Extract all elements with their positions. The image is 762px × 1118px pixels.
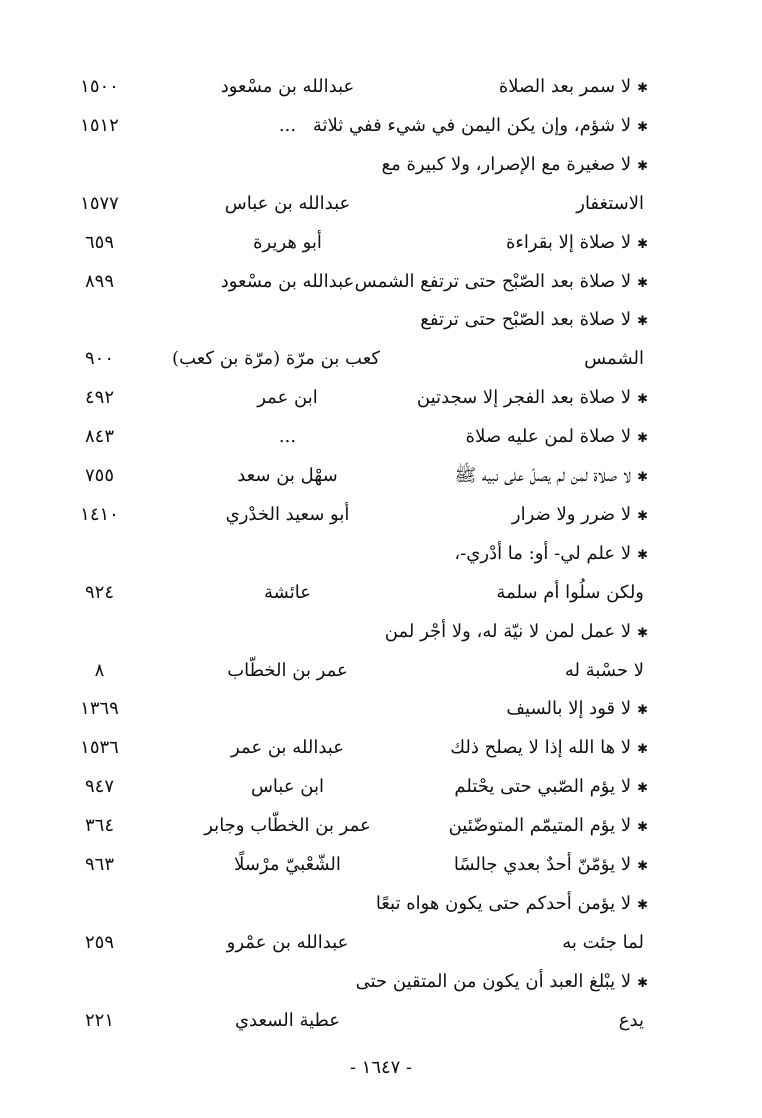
- index-row: [0, 769, 762, 807]
- hadith-text: [348, 380, 648, 418]
- hadith-text-continuation: [344, 341, 644, 377]
- asterisk-icon: ✱: [637, 158, 648, 174]
- narrator: عمر بن الخطّاب وجابر: [204, 815, 371, 837]
- hadith-text-value: لا صلاة إلا بقراءة: [505, 231, 632, 253]
- hadith-text: [348, 691, 648, 729]
- index-row: [0, 225, 762, 263]
- index-row: [0, 497, 762, 535]
- hadith-text: [348, 264, 648, 302]
- hadith-number: ١٥١٢: [80, 114, 119, 136]
- hadith-text-value: لا صلاة بعد الصّبْح حتى ترتفع: [420, 309, 632, 331]
- hadith-number: ١٥٣٦: [80, 737, 119, 759]
- hadith-text: [348, 886, 648, 924]
- asterisk-icon: ✱: [637, 392, 648, 408]
- hadith-text: [348, 419, 648, 457]
- asterisk-icon: ✱: [637, 431, 648, 447]
- hadith-text-value: لا قود إلا بالسيف: [506, 698, 632, 720]
- narrator: عبدالله بن عباس: [224, 192, 351, 214]
- hadith-number: ٩٠٠: [84, 348, 114, 370]
- hadith-number: ٦٥٩: [84, 231, 114, 253]
- narrator: عبدالله بن عمْرو: [226, 931, 349, 953]
- index-row: [0, 147, 762, 185]
- index-row: [0, 186, 762, 224]
- narrator: كعب بن مرّة (مرّة بن كعب): [172, 348, 380, 370]
- hadith-number: ١٣٦٩: [80, 698, 119, 720]
- hadith-number: ٧٥٥: [84, 465, 114, 486]
- index-row: [0, 264, 762, 302]
- hadith-text-value: يدع: [618, 1009, 644, 1031]
- hadith-text-value: لا ها الله إذا لا يصلح ذلك: [450, 737, 632, 759]
- asterisk-icon: ✱: [637, 897, 648, 913]
- hadith-number: ٩٦٣: [84, 854, 114, 875]
- hadith-number: ٩٤٧: [84, 776, 114, 798]
- hadith-text-value: لا صلاة بعد الفجر إلا سجدتين: [416, 387, 632, 409]
- hadith-text: [348, 302, 648, 340]
- hadith-text: [348, 847, 648, 885]
- index-row: [0, 653, 762, 691]
- hadith-text-value: لا يؤمن أحدكم حتى يكون هواه تبعًا: [375, 892, 632, 914]
- index-row: [0, 302, 762, 340]
- narrator: عائشة: [264, 581, 311, 603]
- narrator: ابن عمر: [257, 387, 318, 409]
- hadith-text: [348, 808, 648, 846]
- hadith-text-value: لما جئت به: [562, 931, 644, 953]
- index-row: [0, 886, 762, 924]
- index-row: [0, 1003, 762, 1041]
- hadith-text-value: لا يؤم الصّبي حتى يحْتلم: [454, 776, 632, 798]
- hadith-text: [348, 497, 648, 535]
- hadith-text-value: لا حسْبة له: [564, 659, 644, 681]
- hadith-text: [348, 536, 648, 574]
- hadith-number: ٩٢٤: [84, 581, 114, 603]
- narrator: أبو سعيد الخدْري: [225, 503, 350, 525]
- index-row: [0, 380, 762, 418]
- asterisk-icon: ✱: [637, 81, 648, 96]
- asterisk-icon: ✱: [637, 742, 648, 758]
- asterisk-icon: ✱: [637, 859, 648, 874]
- hadith-text-continuation: [344, 575, 644, 611]
- hadith-number: ٢٢١: [84, 1009, 114, 1031]
- hadith-text-value: لا سمر بعد الصلاة: [498, 76, 632, 97]
- index-row: [0, 847, 762, 885]
- index-row: [0, 614, 762, 652]
- index-row: [0, 419, 762, 457]
- hadith-text: [312, 108, 648, 146]
- asterisk-icon: ✱: [637, 625, 648, 641]
- index-row: [0, 458, 762, 496]
- hadith-number: ٨: [94, 659, 105, 681]
- page-number: - ١٦٤٧ -: [349, 1057, 413, 1078]
- index-row: [0, 808, 762, 846]
- asterisk-icon: ✱: [637, 275, 648, 291]
- hadith-number: ١٥٧٧: [80, 192, 119, 214]
- asterisk-icon: ✱: [637, 547, 648, 563]
- asterisk-icon: ✱: [637, 508, 648, 524]
- hadith-number: ١٥٠٠: [80, 76, 119, 97]
- narrator: عطية السعدي: [234, 1009, 341, 1031]
- index-row: [0, 575, 762, 613]
- hadith-text-value: لا علم لي- أو: ما أدْري-،: [454, 542, 632, 564]
- hadith-number: ١٤١٠: [80, 503, 119, 525]
- index-row: [0, 925, 762, 963]
- hadith-text-continuation: [344, 653, 644, 689]
- asterisk-icon: ✱: [637, 781, 648, 797]
- asterisk-icon: ✱: [637, 703, 648, 719]
- hadith-text-value: الشمس: [584, 348, 644, 370]
- hadith-text-value: لا يؤم المتيمّم المتوضّئين: [448, 815, 632, 837]
- narrator: عمر بن الخطّاب: [227, 659, 348, 681]
- hadith-text: [348, 614, 648, 652]
- hadith-text-value: لا صلاة بعد الصّبْح حتى ترتفع الشمس: [354, 270, 632, 292]
- narrator: ...: [278, 114, 297, 136]
- narrator: عبدالله بن عمر: [231, 737, 344, 759]
- asterisk-icon: ✱: [637, 119, 648, 135]
- index-row: [0, 341, 762, 379]
- hadith-text-value: الاستغفار: [576, 192, 644, 214]
- hadith-text: [348, 69, 648, 107]
- hadith-text: [348, 769, 648, 807]
- hadith-text: [348, 730, 648, 768]
- hadith-text: [348, 458, 648, 496]
- hadith-number: ٣٦٤: [84, 815, 114, 837]
- index-row: [0, 108, 762, 146]
- narrator: الشّعْبيّ مرْسلًا: [234, 854, 341, 875]
- hadith-text-value: لا صلاة لمن لم يصلّ على نبيه ﷺ: [454, 465, 632, 486]
- hadith-text-continuation: [344, 1003, 644, 1039]
- hadith-text-continuation: [344, 186, 644, 222]
- hadith-text-value: لا يؤمّنّ أحدٌ بعدي جالسًا: [453, 854, 632, 875]
- hadith-text-value: لا يبْلغ العبد أن يكون من المتقين حتى: [355, 970, 632, 992]
- hadith-text-continuation: [344, 925, 644, 961]
- hadith-text-value: لا ضرر ولا ضرار: [511, 503, 632, 525]
- hadith-text-value: لا صغيرة مع الإصرار، ولا كبيرة مع: [381, 153, 632, 175]
- narrator: سهْل بن سعد: [237, 465, 338, 486]
- hadith-text-value: لا شؤم، وإن يكن اليمن في شيء ففي ثلاثة: [312, 114, 632, 136]
- hadith-text-value: لا عمل لمن لا نيّة له، ولا أجْر لمن: [384, 620, 632, 642]
- hadith-number: ٢٥٩: [84, 931, 114, 953]
- index-row: [0, 964, 762, 1002]
- hadith-number: ٤٩٢: [84, 387, 114, 409]
- narrator: أبو هريرة: [253, 231, 322, 253]
- asterisk-icon: ✱: [637, 975, 648, 991]
- narrator: عبدالله بن مسْعود: [220, 270, 355, 292]
- hadith-text-value: ولكن سلُوا أم سلمة: [496, 581, 644, 603]
- narrator: عبدالله بن مسْعود: [220, 76, 355, 97]
- hadith-text: [348, 964, 648, 1002]
- asterisk-icon: ✱: [637, 820, 648, 836]
- hadith-text: [348, 225, 648, 263]
- hadith-number: ٨٤٣: [84, 426, 114, 448]
- index-row: [0, 536, 762, 574]
- index-row: [0, 730, 762, 768]
- index-row: [0, 691, 762, 729]
- asterisk-icon: ✱: [637, 470, 648, 485]
- asterisk-icon: ✱: [637, 314, 648, 330]
- narrator: ...: [278, 426, 297, 448]
- hadith-text-value: لا صلاة لمن عليه صلاة: [465, 426, 632, 448]
- hadith-text: [348, 147, 648, 185]
- hadith-number: ٨٩٩: [84, 270, 114, 292]
- narrator: ابن عباس: [250, 776, 325, 798]
- index-row: [0, 69, 762, 107]
- asterisk-icon: ✱: [637, 236, 648, 252]
